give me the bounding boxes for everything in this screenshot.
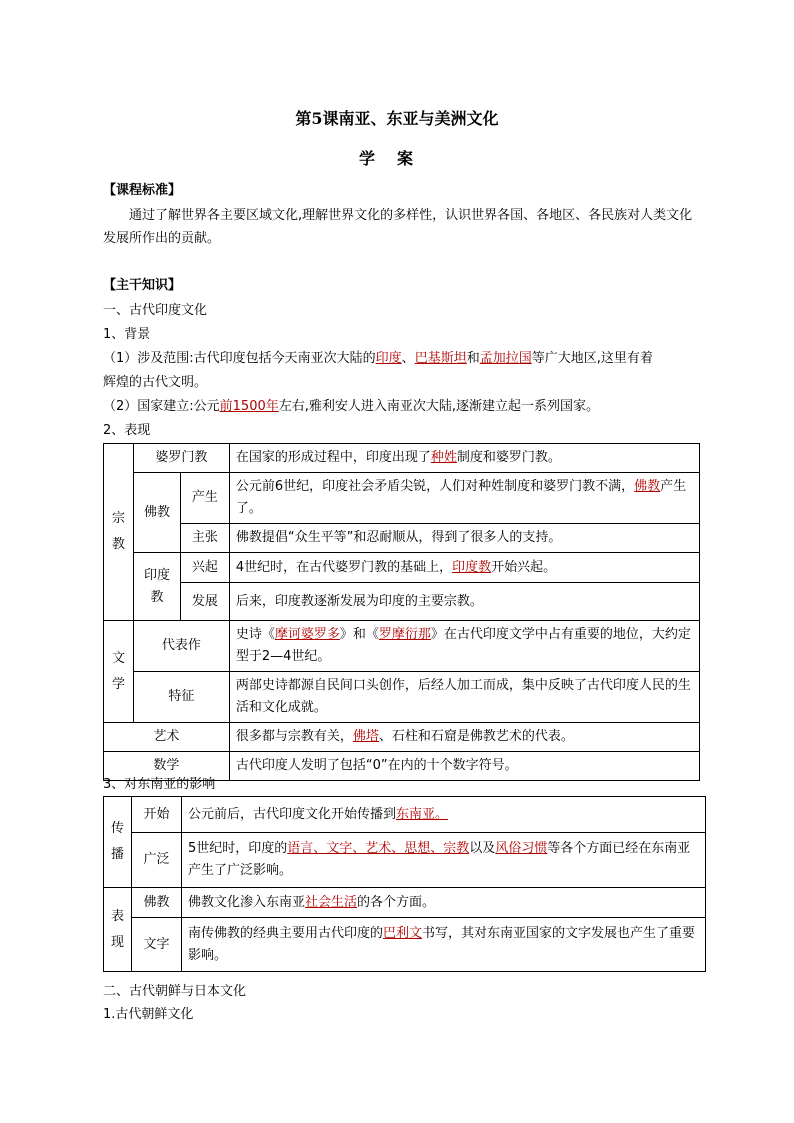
rise-cell [229,553,699,583]
answer-social-life: 社会生活 [304,894,357,910]
text-run: 史诗《 [235,627,275,642]
religion-label: 宗教 [104,444,134,621]
section-1-1-heading: 1、背景 [103,327,151,342]
wide-cell [181,833,705,888]
text-run: 、 [401,351,415,366]
text-run: 、石柱和石窟是佛教艺术的代表。 [378,729,574,744]
answer-southeast-asia: 东南亚。 [395,806,448,822]
section-2-1-heading: 1.古代朝鲜文化 [103,1007,194,1022]
start-label: 开始 [131,797,181,833]
literature-label: 文学 [104,621,134,723]
section-1-heading: 一、古代印度文化 [103,303,208,318]
text-run: 》和《 [339,627,379,642]
buddhism-influence-label: 佛教 [131,888,181,918]
page-title: 第5课南亚、东亚与美洲文化 [295,109,499,128]
feature-label: 特征 [133,672,229,723]
works-label: 代表作 [133,621,229,672]
text-run: 佛教文化渗入东南亚 [187,894,305,910]
answer-culture-aspects: 语言、文字、艺术、思想、宗教 [287,841,470,856]
wide-label: 广泛 [131,833,181,888]
text-run: 很多都与宗教有关， [235,729,353,744]
answer-mahabharata: 摩诃婆罗多 [274,627,340,642]
background-founding-line [103,397,599,417]
origin-cell [229,473,699,524]
works-cell [229,621,699,672]
text-run: 书写，其对东南亚国家的文字发展也产生了重要影响。 [187,925,695,963]
answer-stupa: 佛塔 [352,729,379,744]
buddhism-label: 佛教 [133,473,180,553]
standard-heading: 【课程标准】 [103,183,182,198]
start-cell [181,797,705,833]
text-run: 等广大地区,这里有着 [531,351,653,366]
art-cell [229,723,699,752]
text-run: 4世纪时，在古代婆罗门教的基础上， [235,559,453,575]
text-run: 》在古代印度文学中占有重要的地位，大约定型于2—4世纪。 [235,627,691,664]
script-label: 文字 [131,918,181,972]
text-run: 南传佛教的经典主要用古代印度的 [187,925,383,941]
claim-label: 主张 [180,524,229,553]
india-culture-table [103,443,700,781]
answer-buddhism: 佛教 [634,479,661,494]
answer-1500bc: 前1500年 [219,399,279,414]
rise-label: 兴起 [180,553,229,583]
answer-bangladesh: 孟加拉国 [479,351,532,366]
text-run: （1）涉及范围:古代印度包括今天南亚次大陆的 [103,351,376,366]
text-run: 公元前6世纪，印度社会矛盾尖锐，人们对种姓制度和婆罗门教不满， [235,479,635,494]
buddhism-influence-cell [181,888,705,918]
answer-pali: 巴利文 [382,925,422,941]
feature-cell: 两部史诗都源自民间口头创作，后经人加工而成，集中反映了古代印度人民的生活和文化成就。 [229,672,699,723]
answer-ramayana: 罗摩衍那 [378,627,431,642]
text-run: 以及 [469,841,496,856]
background-scope-line [103,349,653,369]
math-cell: 古代印度人发明了包括“0”在内的十个数字符号。 [229,752,699,781]
page-subtitle: 学案 [358,149,435,168]
math-label: 数学 [104,752,230,781]
southeast-asia-table [103,796,706,972]
text-run: 在国家的形成过程中，印度出现了 [235,450,431,465]
section-1-2-heading: 2、表现 [103,423,151,438]
text-run: 公元前后，古代印度文化开始传播到 [187,806,396,822]
text-run: 等各个方面已经在东南亚产生了广泛影响。 [187,841,691,878]
develop-cell: 后来，印度教逐渐发展为印度的主要宗教。 [229,583,699,621]
text-run: 制度和婆罗门教。 [456,450,561,465]
answer-caste: 种姓 [430,450,457,465]
standard-text: 通过了解世界各主要区域文化,理解世界文化的多样性，认识世界各国、各地区、各民族对人类文化发展所作出的贡献。 [103,208,693,246]
answer-customs: 风俗习惯 [495,841,548,856]
answer-pakistan: 巴基斯坦 [414,351,467,366]
text-run: 开始兴起。 [491,559,557,575]
section-2-heading: 二、古代朝鲜与日本文化 [103,984,247,999]
text-run: 的各个方面。 [356,894,435,910]
hinduism-label: 印度教 [133,553,180,621]
text-run: （2）国家建立:公元 [103,399,220,414]
text-run: 左右,雅利安人进入南亚次大陆,逐渐建立起一系列国家。 [278,399,600,414]
brahmanism-cell [229,444,699,473]
art-label: 艺术 [104,723,230,752]
script-cell [181,918,705,972]
show-label: 表现 [104,888,132,972]
answer-india: 印度 [375,351,402,366]
knowledge-heading: 【主干知识】 [103,278,182,293]
section-1-3-heading: 3、对东南亚的影响 [103,777,216,792]
develop-label: 发展 [180,583,229,621]
background-scope-line-2: 辉煌的古代文明。 [103,375,208,390]
text-run: 产生了。 [235,479,687,516]
claim-cell: 佛教提倡“众生平等”和忍耐顺从，得到了很多人的支持。 [229,524,699,553]
text-run: 和 [466,351,480,366]
brahmanism-label: 婆罗门教 [133,444,229,473]
answer-hinduism: 印度教 [452,559,492,575]
origin-label: 产生 [180,473,229,524]
text-run: 5世纪时，印度的 [187,841,288,856]
spread-label: 传播 [104,797,132,888]
